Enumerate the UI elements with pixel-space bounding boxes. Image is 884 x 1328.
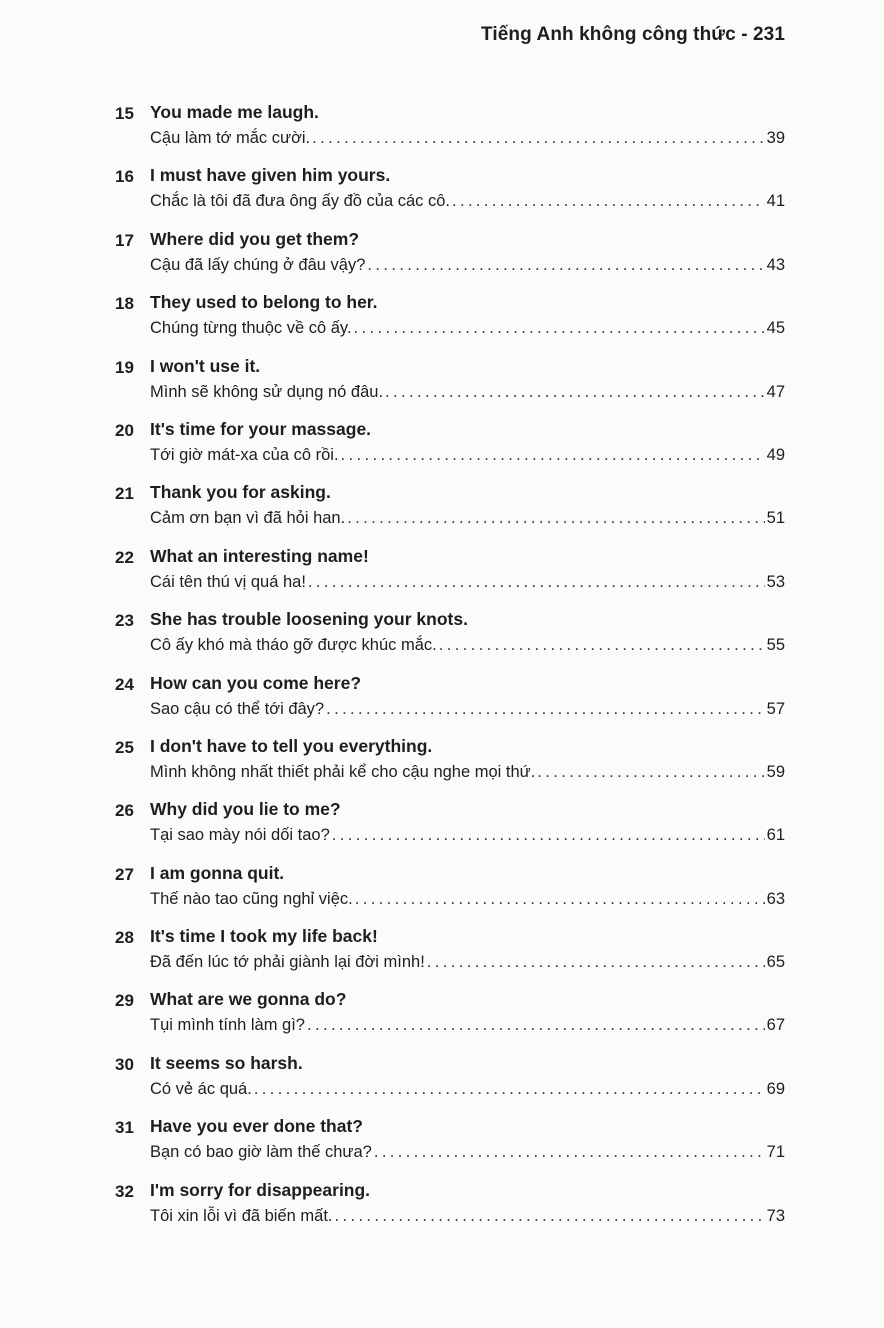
entry-translation-line xyxy=(150,826,785,845)
entry-translation-line xyxy=(150,1207,785,1226)
entry-number: 25 xyxy=(115,737,134,757)
entry-vietnamese-title: Tụi mình tính làm gì? xyxy=(150,1016,305,1035)
entry-number: 21 xyxy=(115,484,134,504)
dot-leader xyxy=(332,826,765,845)
entry-page-number: 73 xyxy=(766,1206,785,1225)
entry-vietnamese-title: Có vẻ ác quá. xyxy=(150,1079,252,1098)
toc-entry xyxy=(115,1053,785,1116)
entry-number: 16 xyxy=(115,167,134,187)
entry-translation-line xyxy=(150,256,785,275)
entry-english-title: It's time I took my life back! xyxy=(150,926,378,947)
entry-translation-line xyxy=(150,763,785,782)
entry-translation-line xyxy=(150,319,785,338)
entry-vietnamese-title: Cậu đã lấy chúng ở đâu vậy? xyxy=(150,255,366,274)
dot-leader xyxy=(452,192,765,211)
entry-vietnamese-title: Tôi xin lỗi vì đã biến mất. xyxy=(150,1206,333,1225)
dot-leader xyxy=(439,636,765,655)
dot-leader xyxy=(326,700,765,719)
entry-vietnamese-title: Mình không nhất thiết phải kể cho cậu nghe mọi thứ. xyxy=(150,762,536,781)
entry-number: 22 xyxy=(115,547,134,567)
table-of-contents xyxy=(115,102,785,1243)
entry-translation-line xyxy=(150,890,785,909)
entry-number: 28 xyxy=(115,928,134,948)
entry-page-number: 65 xyxy=(766,953,785,972)
entry-english-title: Thank you for asking. xyxy=(150,482,331,503)
entry-number: 30 xyxy=(115,1054,134,1074)
dot-leader xyxy=(341,446,765,465)
entry-translation-line xyxy=(150,129,785,148)
entry-english-title: They used to belong to her. xyxy=(150,292,378,313)
entry-page-number: 45 xyxy=(766,319,785,338)
toc-entry xyxy=(115,736,785,799)
entry-page-number: 47 xyxy=(766,382,785,401)
dot-leader xyxy=(354,319,765,338)
entry-vietnamese-title: Tới giờ mát-xa của cô rồi. xyxy=(150,445,339,464)
entry-vietnamese-title: Bạn có bao giờ làm thế chưa? xyxy=(150,1143,372,1162)
dot-leader xyxy=(427,953,765,972)
entry-vietnamese-title: Cô ấy khó mà tháo gỡ được khúc mắc. xyxy=(150,636,437,655)
entry-english-title: You made me laugh. xyxy=(150,102,319,122)
toc-entry xyxy=(115,546,785,609)
entry-translation-line xyxy=(150,1143,785,1162)
entry-vietnamese-title: Mình sẽ không sử dụng nó đâu. xyxy=(150,382,384,401)
entry-number: 24 xyxy=(115,674,134,694)
running-header: Tiếng Anh không công thức - 231 xyxy=(481,24,785,45)
entry-number: 27 xyxy=(115,864,134,884)
toc-entry xyxy=(115,292,785,355)
entry-vietnamese-title: Chúng từng thuộc về cô ấy. xyxy=(150,319,352,338)
entry-translation-line xyxy=(150,953,785,972)
dot-leader xyxy=(312,129,765,148)
entry-english-title: Why did you lie to me? xyxy=(150,799,341,820)
entry-english-title: Have you ever done that? xyxy=(150,1116,363,1137)
entry-page-number: 49 xyxy=(766,445,785,464)
entry-translation-line xyxy=(150,573,785,592)
toc-entry xyxy=(115,229,785,292)
dot-leader xyxy=(537,763,764,782)
entry-english-title: I must have given him yours. xyxy=(150,165,391,186)
entry-page-number: 67 xyxy=(766,1016,785,1035)
entry-vietnamese-title: Cái tên thú vị quá ha! xyxy=(150,572,306,591)
toc-entry xyxy=(115,1180,785,1243)
entry-english-title: How can you come here? xyxy=(150,672,362,693)
entry-translation-line xyxy=(150,383,785,402)
toc-entry xyxy=(115,926,785,989)
toc-entry xyxy=(115,673,785,736)
entry-english-title: It's time for your massage. xyxy=(150,418,372,439)
dot-leader xyxy=(385,383,765,402)
entry-page-number: 57 xyxy=(766,699,785,718)
dot-leader xyxy=(367,256,764,275)
entry-english-title: What are we gonna do? xyxy=(150,989,347,1010)
entry-vietnamese-title: Cậu làm tớ mắc cười. xyxy=(150,129,311,147)
entry-vietnamese-title: Chắc là tôi đã đưa ông ấy đồ của các cô. xyxy=(150,192,450,211)
toc-entry xyxy=(115,989,785,1052)
entry-english-title: I don't have to tell you everything. xyxy=(150,735,433,756)
entry-number: 29 xyxy=(115,991,134,1011)
entry-translation-line xyxy=(150,700,785,719)
entry-number: 15 xyxy=(115,104,134,123)
toc-entry xyxy=(115,102,785,165)
toc-entry xyxy=(115,482,785,545)
entry-page-number: 69 xyxy=(766,1079,785,1098)
entry-english-title: She has trouble loosening your knots. xyxy=(150,609,468,630)
entry-english-title: It seems so harsh. xyxy=(150,1052,303,1073)
entry-number: 31 xyxy=(115,1118,134,1138)
toc-entry xyxy=(115,863,785,926)
entry-vietnamese-title: Sao cậu có thể tới đây? xyxy=(150,699,325,718)
dot-leader xyxy=(374,1143,765,1162)
dot-leader xyxy=(347,509,764,528)
entry-page-number: 41 xyxy=(766,192,785,211)
toc-entry xyxy=(115,799,785,862)
dot-leader xyxy=(335,1207,765,1226)
entry-translation-line xyxy=(150,446,785,465)
entry-page-number: 43 xyxy=(766,255,785,274)
entry-number: 17 xyxy=(115,230,134,250)
entry-translation-line xyxy=(150,636,785,655)
entry-vietnamese-title: Cảm ơn bạn vì đã hỏi han. xyxy=(150,509,346,528)
entry-page-number: 51 xyxy=(766,509,785,528)
entry-page-number: 61 xyxy=(766,826,785,845)
entry-english-title: I'm sorry for disappearing. xyxy=(150,1179,371,1200)
entry-number: 26 xyxy=(115,801,134,821)
entry-page-number: 63 xyxy=(766,889,785,908)
toc-entry xyxy=(115,609,785,672)
toc-entry xyxy=(115,165,785,228)
entry-english-title: I am gonna quit. xyxy=(150,862,285,883)
toc-entry xyxy=(115,419,785,482)
dot-leader xyxy=(254,1080,765,1099)
entry-page-number: 71 xyxy=(766,1143,785,1162)
entry-page-number: 39 xyxy=(766,129,785,147)
dot-leader xyxy=(308,573,765,592)
entry-number: 18 xyxy=(115,294,134,314)
dot-leader xyxy=(355,890,765,909)
entry-page-number: 59 xyxy=(766,762,785,781)
entry-page-number: 53 xyxy=(766,572,785,591)
toc-entry xyxy=(115,1116,785,1179)
entry-number: 19 xyxy=(115,357,134,377)
entry-number: 23 xyxy=(115,611,134,631)
entry-vietnamese-title: Tại sao mày nói dối tao? xyxy=(150,826,330,845)
entry-translation-line xyxy=(150,509,785,528)
entry-english-title: Where did you get them? xyxy=(150,228,360,249)
entry-page-number: 55 xyxy=(766,636,785,655)
entry-vietnamese-title: Đã đến lúc tớ phải giành lại đời mình! xyxy=(150,953,425,972)
toc-entry xyxy=(115,356,785,419)
dot-leader xyxy=(307,1016,765,1035)
entry-english-title: I won't use it. xyxy=(150,355,261,376)
entry-number: 20 xyxy=(115,420,134,440)
entry-translation-line xyxy=(150,1080,785,1099)
entry-english-title: What an interesting name! xyxy=(150,545,369,566)
entry-vietnamese-title: Thế nào tao cũng nghỉ việc. xyxy=(150,889,353,908)
entry-number: 32 xyxy=(115,1181,134,1201)
entry-translation-line xyxy=(150,192,785,211)
entry-translation-line xyxy=(150,1016,785,1035)
